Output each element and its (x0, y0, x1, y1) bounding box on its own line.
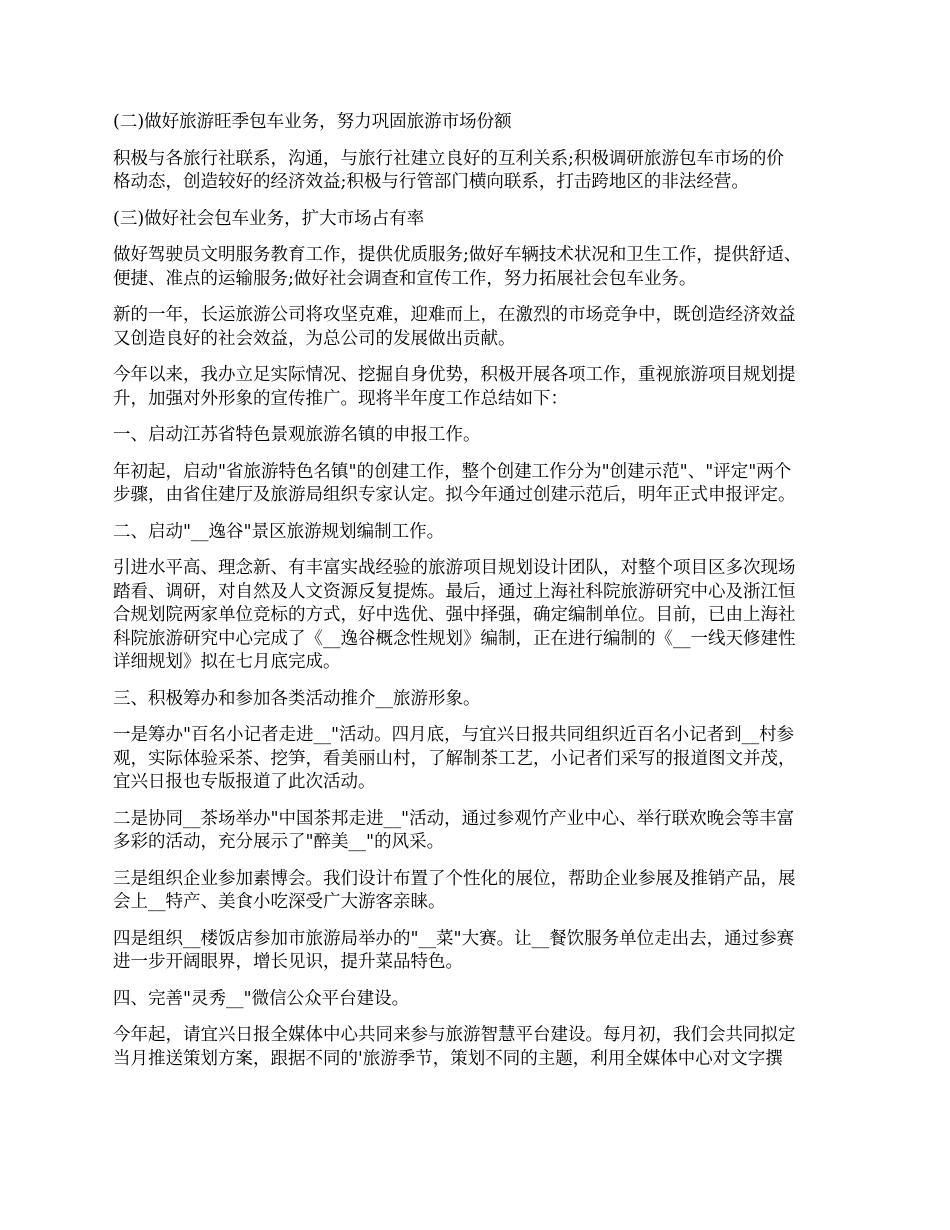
paragraph-activity-one: 一是筹办"百名小记者走进__"活动。四月底，与宜兴日报共同组织近百名小记者到__村参 观，实际体验采茶、挖笋，看美丽山村，了解制茶工艺，小记者们采写的报道图文并茂， 宜兴日报也专版报道了此次活动。 (113, 725, 796, 792)
heading-item-three: 三、积极筹办和参加各类活动推介__旅游形象。 (113, 688, 481, 709)
paragraph-activity-three: 三是组织企业参加素博会。我们设计布置了个性化的展位，帮助企业参展及推销产品，展 会上__特产、美食小吃深受广大游客亲睐。 (113, 868, 796, 912)
paragraph-activity-two: 二是协同__茶场举办"中国茶邦走进__"活动，通过参观竹产业中心、举行联欢晚会等丰富 多彩的活动，充分展示了"醉美__"的风采。 (113, 808, 795, 852)
paragraph-activity-four: 四是组织__楼饭店参加市旅游局举办的"__菜"大赛。让__餐饮服务单位走出去，通过参赛 进一步开阔眼界，增长见识，提升菜品特色。 (113, 928, 795, 972)
paragraph-half-year-intro: 今年以来，我办立足实际情况、挖掘自身优势，积极开展各项工作，重视旅游项目规划提 升，加强对外形象的宣传推广。现将半年度工作总结如下： (113, 365, 796, 409)
heading-item-four: 四、完善"灵秀__"微信公众平台建设。 (113, 988, 410, 1009)
section-heading-social-charter: (三)做好社会包车业务，扩大市场占有率 (113, 208, 425, 229)
heading-item-one: 一、启动江苏省特色景观旅游名镇的申报工作。 (113, 425, 481, 445)
section-heading-tourism-charter: (二)做好旅游旺季包车业务，努力巩固旅游市场份额 (113, 112, 512, 132)
heading-item-two: 二、启动"__逸谷"景区旅游规划编制工作。 (113, 521, 445, 542)
paragraph-item-two-detail: 引进水平高、理念新、有丰富实战经验的旅游项目规划设计团队，对整个项目区多次现场 踏看、调研，对自然及人文资源反复提炼。最后，通过上海社科院旅游研究中心及浙江恒 合规划院两家单位竞标的方式，好中选优、强中择强，确定编制单位。目前，已由上海社 科院旅游研究中心完成了《__逸谷概念性规划》编制，正在进行编制的《__一线天修建性 详细规划》拟在七月底完成。 (113, 558, 796, 672)
paragraph-new-year-outlook: 新的一年，长运旅游公司将攻坚克难，迎难而上，在激烈的市场竞争中，既创造经济效益 又创造良好的社会效益，为总公司的发展做出贡献。 (113, 305, 796, 349)
paragraph-travel-agency-liaison: 积极与各旅行社联系，沟通，与旅行社建立良好的互利关系;积极调研旅游包车市场的价 格动态，创造较好的经济效益;积极与行管部门横向联系，打击跨地区的非法经营。 (113, 148, 784, 192)
paragraph-item-four-detail: 今年起，请宜兴日报全媒体中心共同来参与旅游智慧平台建设。每月初，我们会共同拟定 当月推送策划方案，跟据不同的'旅游季节，策划不同的主题，利用全媒体中心对文字撰 (113, 1025, 796, 1069)
paragraph-driver-service: 做好驾驶员文明服务教育工作，提供优质服务;做好车辆技术状况和卫生工作，提供舒适、 便捷、准点的运输服务;做好社会调查和宣传工作，努力拓展社会包车业务。 (113, 245, 802, 289)
document-body (113, 111, 839, 1084)
paragraph-item-one-detail: 年初起，启动"省旅游特色名镇"的创建工作，整个创建工作分为"创建示范"、"评定"两个 步骤，由省住建厅及旅游局组织专家认定。拟今年通过创建示范后，明年正式申报评定。 (113, 461, 796, 505)
